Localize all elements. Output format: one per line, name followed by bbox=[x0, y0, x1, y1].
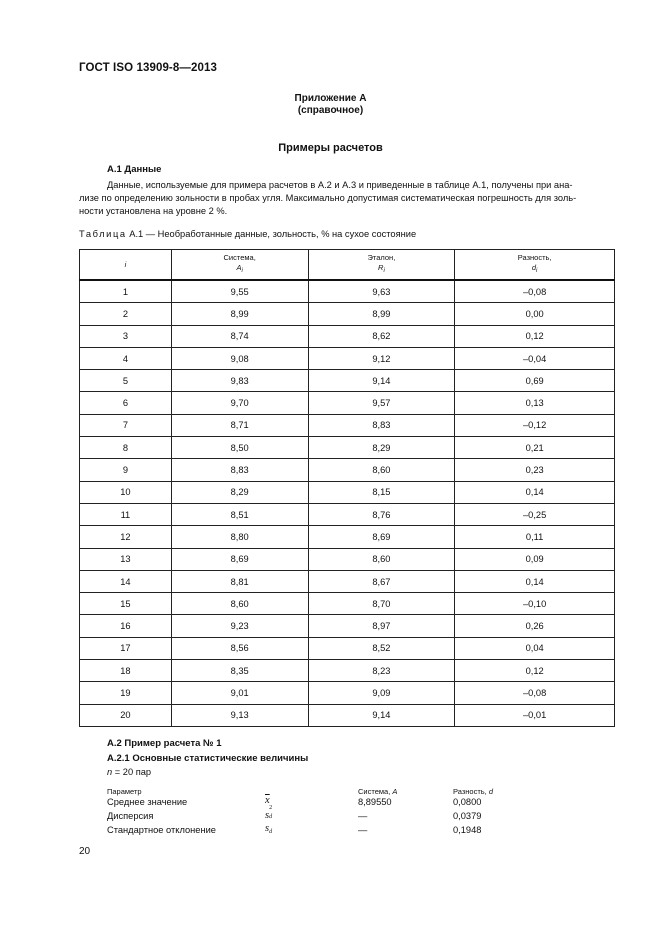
stat-name-stddev: Стандартное отклонение bbox=[107, 825, 216, 835]
cell-difference: –0,08 bbox=[455, 280, 615, 303]
cell-index: 20 bbox=[80, 704, 172, 726]
table-row bbox=[80, 704, 615, 726]
table-caption-label: Таблица bbox=[79, 229, 127, 239]
cell-index: 5 bbox=[80, 370, 172, 392]
cell-index: 12 bbox=[80, 526, 172, 548]
header-system: Система, $A_i$ bbox=[171, 250, 308, 281]
cell-difference: 0,12 bbox=[455, 660, 615, 682]
cell-reference: 9,63 bbox=[308, 280, 455, 303]
cell-system: 9,70 bbox=[171, 392, 308, 414]
cell-index: 14 bbox=[80, 570, 172, 592]
cell-reference: 8,97 bbox=[308, 615, 455, 637]
standard-header: ГОСТ ISO 13909-8—2013 bbox=[79, 62, 217, 74]
table-row bbox=[80, 526, 615, 548]
cell-difference: 0,11 bbox=[455, 526, 615, 548]
table-row bbox=[80, 437, 615, 459]
cell-system: 9,13 bbox=[171, 704, 308, 726]
table-row bbox=[80, 660, 615, 682]
cell-reference: 8,29 bbox=[308, 437, 455, 459]
stats-header-param: Параметр bbox=[107, 787, 142, 796]
cell-reference: 8,69 bbox=[308, 526, 455, 548]
cell-index: 1 bbox=[80, 280, 172, 303]
cell-difference: –0,04 bbox=[455, 347, 615, 369]
cell-reference: 8,76 bbox=[308, 503, 455, 525]
stat-system-stddev: — bbox=[358, 825, 368, 835]
cell-reference: 9,57 bbox=[308, 392, 455, 414]
section-title: Примеры расчетов bbox=[278, 142, 383, 154]
table-row bbox=[80, 347, 615, 369]
cell-difference: 0,00 bbox=[455, 303, 615, 325]
cell-index: 6 bbox=[80, 392, 172, 414]
cell-reference: 8,60 bbox=[308, 459, 455, 481]
cell-system: 8,83 bbox=[171, 459, 308, 481]
cell-system: 8,99 bbox=[171, 303, 308, 325]
stat-system-mean: 8,89550 bbox=[358, 797, 392, 807]
cell-index: 18 bbox=[80, 660, 172, 682]
cell-difference: –0,25 bbox=[455, 503, 615, 525]
paragraph-line: ности установлена на уровне 2 %. bbox=[79, 206, 228, 216]
cell-reference: 8,99 bbox=[308, 303, 455, 325]
cell-difference: 0,12 bbox=[455, 325, 615, 347]
cell-system: 8,81 bbox=[171, 570, 308, 592]
table-caption bbox=[79, 229, 416, 239]
cell-index: 8 bbox=[80, 437, 172, 459]
stat-system-variance: — bbox=[358, 811, 368, 821]
table-row bbox=[80, 615, 615, 637]
cell-system: 8,60 bbox=[171, 593, 308, 615]
cell-index: 16 bbox=[80, 615, 172, 637]
cell-reference: 9,09 bbox=[308, 682, 455, 704]
cell-system: 8,51 bbox=[171, 503, 308, 525]
cell-index: 3 bbox=[80, 325, 172, 347]
cell-index: 11 bbox=[80, 503, 172, 525]
a2-1-heading: А.2.1 Основные статистические величины bbox=[107, 753, 309, 764]
cell-reference: 8,23 bbox=[308, 660, 455, 682]
table-row bbox=[80, 392, 615, 414]
cell-system: 8,56 bbox=[171, 637, 308, 659]
cell-difference: 0,23 bbox=[455, 459, 615, 481]
cell-difference: –0,10 bbox=[455, 593, 615, 615]
cell-system: 8,69 bbox=[171, 548, 308, 570]
page-number: 20 bbox=[79, 846, 91, 857]
cell-system: 9,01 bbox=[171, 682, 308, 704]
stat-symbol-mean: $\overline{x}$ bbox=[265, 795, 270, 806]
table-caption-text: А.1 — Необработанные данные, зольность, % на сухое состояние bbox=[126, 229, 417, 239]
cell-reference: 8,83 bbox=[308, 414, 455, 436]
cell-index: 7 bbox=[80, 414, 172, 436]
table-row bbox=[80, 280, 615, 303]
cell-difference: 0,21 bbox=[455, 437, 615, 459]
table-row bbox=[80, 593, 615, 615]
cell-reference: 8,62 bbox=[308, 325, 455, 347]
cell-system: 8,50 bbox=[171, 437, 308, 459]
cell-difference: 0,26 bbox=[455, 615, 615, 637]
annex-subtitle: (справочное) bbox=[297, 105, 364, 116]
table-row bbox=[80, 459, 615, 481]
cell-difference: 0,14 bbox=[455, 570, 615, 592]
table-row bbox=[80, 325, 615, 347]
table-row bbox=[80, 414, 615, 436]
cell-difference: –0,01 bbox=[455, 704, 615, 726]
cell-system: 8,71 bbox=[171, 414, 308, 436]
a1-heading: А.1 Данные bbox=[107, 164, 162, 175]
cell-index: 17 bbox=[80, 637, 172, 659]
header-index: i bbox=[80, 250, 172, 281]
cell-system: 9,23 bbox=[171, 615, 308, 637]
cell-reference: 9,14 bbox=[308, 370, 455, 392]
cell-system: 9,55 bbox=[171, 280, 308, 303]
cell-difference: 0,14 bbox=[455, 481, 615, 503]
paragraph-line: Данные, используемые для примера расчетов в А.2 и А.3 и приведенные в таблице А.1, получены при ана- bbox=[107, 180, 573, 190]
cell-index: 15 bbox=[80, 593, 172, 615]
table-row bbox=[80, 682, 615, 704]
cell-difference: 0,04 bbox=[455, 637, 615, 659]
cell-system: 9,08 bbox=[171, 347, 308, 369]
cell-index: 13 bbox=[80, 548, 172, 570]
cell-index: 2 bbox=[80, 303, 172, 325]
a2-heading: А.2 Пример расчета № 1 bbox=[107, 738, 222, 749]
table-row bbox=[80, 481, 615, 503]
cell-difference: 0,69 bbox=[455, 370, 615, 392]
table-row bbox=[80, 548, 615, 570]
data-table bbox=[79, 249, 615, 727]
cell-reference: 8,52 bbox=[308, 637, 455, 659]
cell-reference: 8,70 bbox=[308, 593, 455, 615]
paragraph-line: лизе по определению зольности в пробах угля. Максимально допустимая систематическая погрешность для золь- bbox=[79, 193, 577, 203]
header-reference: Эталон, $R_i$ bbox=[308, 250, 455, 281]
cell-reference: 9,14 bbox=[308, 704, 455, 726]
cell-system: 8,35 bbox=[171, 660, 308, 682]
table-row bbox=[80, 570, 615, 592]
cell-reference: 8,67 bbox=[308, 570, 455, 592]
cell-system: 8,80 bbox=[171, 526, 308, 548]
cell-difference: –0,12 bbox=[455, 414, 615, 436]
table-header-row bbox=[80, 250, 615, 281]
table-row bbox=[80, 370, 615, 392]
cell-index: 10 bbox=[80, 481, 172, 503]
annex-title: Приложение А bbox=[294, 93, 367, 104]
stats-header-diff: Разность, d bbox=[453, 787, 494, 796]
stat-name-variance: Дисперсия bbox=[107, 811, 154, 821]
cell-index: 9 bbox=[80, 459, 172, 481]
table-row bbox=[80, 503, 615, 525]
cell-system: 8,74 bbox=[171, 325, 308, 347]
a1-paragraph bbox=[79, 179, 619, 218]
stat-diff-mean: 0,0800 bbox=[453, 797, 482, 807]
header-difference: Разность, $d_i$ bbox=[455, 250, 615, 281]
table-row bbox=[80, 637, 615, 659]
cell-reference: 8,60 bbox=[308, 548, 455, 570]
cell-index: 4 bbox=[80, 347, 172, 369]
cell-system: 8,29 bbox=[171, 481, 308, 503]
stat-diff-stddev: 0,1948 bbox=[453, 825, 482, 835]
stat-diff-variance: 0,0379 bbox=[453, 811, 482, 821]
stats-header-system: Система, A bbox=[358, 787, 398, 796]
table-row bbox=[80, 303, 615, 325]
stat-symbol-stddev: $s_d$ bbox=[265, 823, 273, 835]
stat-name-mean: Среднее значение bbox=[107, 797, 188, 807]
cell-reference: 8,15 bbox=[308, 481, 455, 503]
cell-system: 9,83 bbox=[171, 370, 308, 392]
stat-symbol-variance: s 2 d bbox=[265, 805, 273, 821]
cell-difference: –0,08 bbox=[455, 682, 615, 704]
cell-difference: 0,13 bbox=[455, 392, 615, 414]
cell-index: 19 bbox=[80, 682, 172, 704]
cell-difference: 0,09 bbox=[455, 548, 615, 570]
sample-count: n = 20 пар bbox=[107, 767, 152, 777]
cell-reference: 9,12 bbox=[308, 347, 455, 369]
